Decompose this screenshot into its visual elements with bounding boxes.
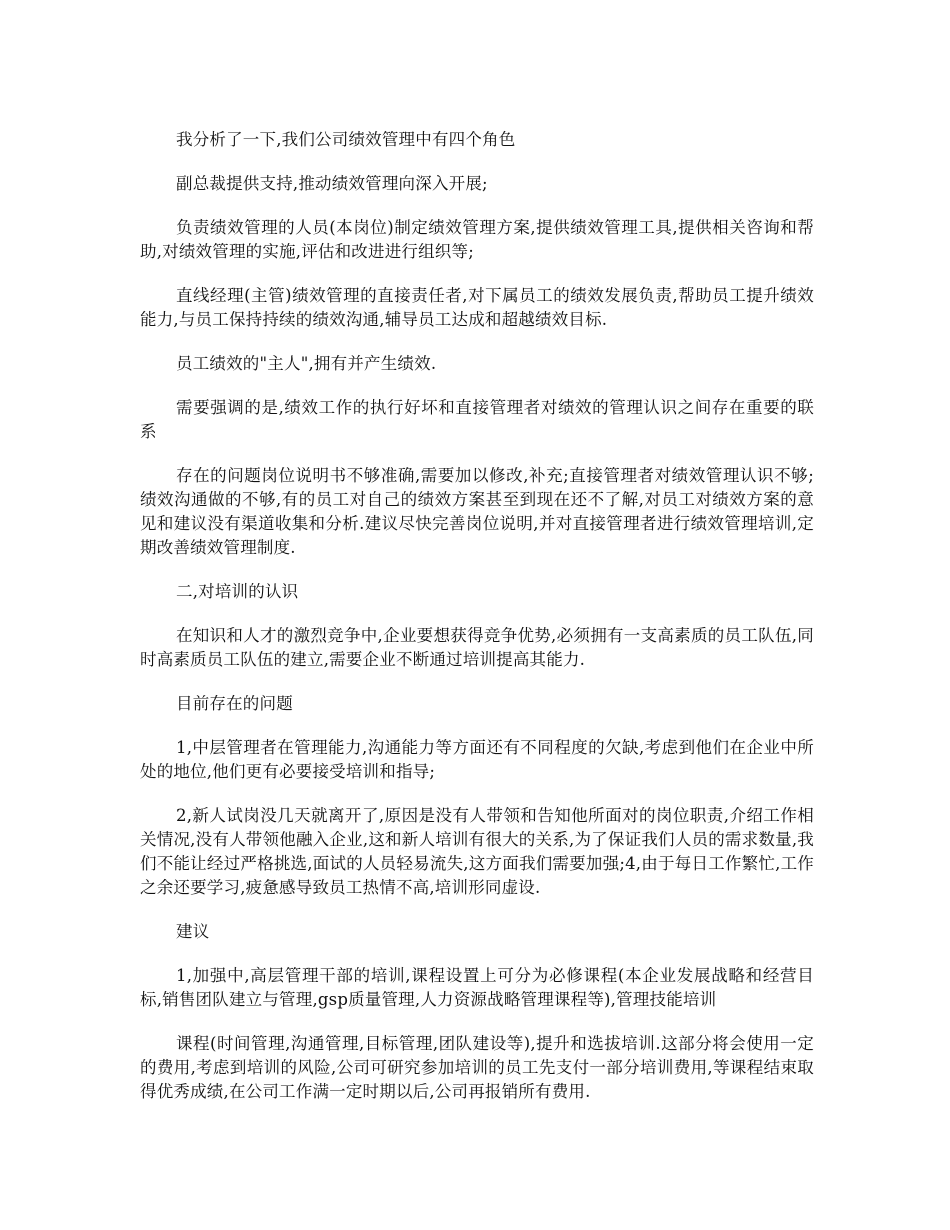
- paragraph-employee-role: 员工绩效的"主人",拥有并产生绩效.: [176, 354, 437, 373]
- paragraph-emphasis: 需要强调的是,绩效工作的执行好坏和直接管理者对绩效的管理认识之间存在重要的联系: [140, 398, 814, 441]
- paragraph-performance-problems: 存在的问题岗位说明书不够准确,需要加以修改,补充;直接管理者对绩效管理认识不够;绩效沟通做的不够,有的员工对自己的绩效方案甚至到现在还不了解,对员工对绩效方案的意见和建议没有渠道收集和分析.建议尽快完善岗位说明,并对直接管理者进行绩效管理培训,定期改善绩效管理制度.: [140, 466, 814, 557]
- paragraph-roles-intro: 我分析了一下,我们公司绩效管理中有四个角色: [176, 130, 516, 149]
- paragraph-vp-role: 副总裁提供支持,推动绩效管理向深入开展;: [176, 174, 488, 193]
- paragraph-suggestion-1: 1,加强中,高层管理干部的培训,课程设置上可分为必修课程(本企业发展战略和经营目标,销售团队建立与管理,gsp质量管理,人力资源战略管理课程等),管理技能培训: [140, 966, 814, 1009]
- subheading-suggestions: 建议: [176, 922, 210, 941]
- section-heading-training: 二,对培训的认识: [176, 582, 299, 601]
- paragraph-manager-role: 直线经理(主管)绩效管理的直接责任者,对下属员工的绩效发展负责,帮助员工提升绩效能力,与员工保持持续的绩效沟通,辅导员工达成和超越绩效目标.: [140, 286, 814, 329]
- paragraph-hr-role: 负责绩效管理的人员(本岗位)制定绩效管理方案,提供绩效管理工具,提供相关咨询和帮助,对绩效管理的实施,评估和改进进行组织等;: [140, 218, 814, 261]
- paragraph-suggestion-courses: 课程(时间管理,沟通管理,目标管理,团队建设等),提升和选拔培训.这部分将会使用一定的费用,考虑到培训的风险,公司可研究参加培训的员工先支付一部分培训费用,等课程结束取得优秀成绩,在公司工作满一定时期以后,公司再报销所有费用.: [140, 1034, 814, 1101]
- paragraph-problem-1: 1,中层管理者在管理能力,沟通能力等方面还有不同程度的欠缺,考虑到他们在企业中所处的地位,他们更有必要接受培训和指导;: [140, 738, 814, 781]
- paragraph-training-intro: 在知识和人才的激烈竞争中,企业要想获得竞争优势,必须拥有一支高素质的员工队伍,同时高素质员工队伍的建立,需要企业不断通过培训提高其能力.: [140, 626, 814, 669]
- paragraph-problem-2: 2,新人试岗没几天就离开了,原因是没有人带领和告知他所面对的岗位职责,介绍工作相关情况,没有人带领他融入企业,这和新人培训有很大的关系,为了保证我们人员的需求数量,我们不能让经过严格挑选,面试的人员轻易流失,这方面我们需要加强;4,由于每日工作繁忙,工作之余还要学习,疲惫感导致员工热情不高,培训形同虚设.: [140, 806, 814, 897]
- subheading-current-problems: 目前存在的问题: [176, 694, 293, 713]
